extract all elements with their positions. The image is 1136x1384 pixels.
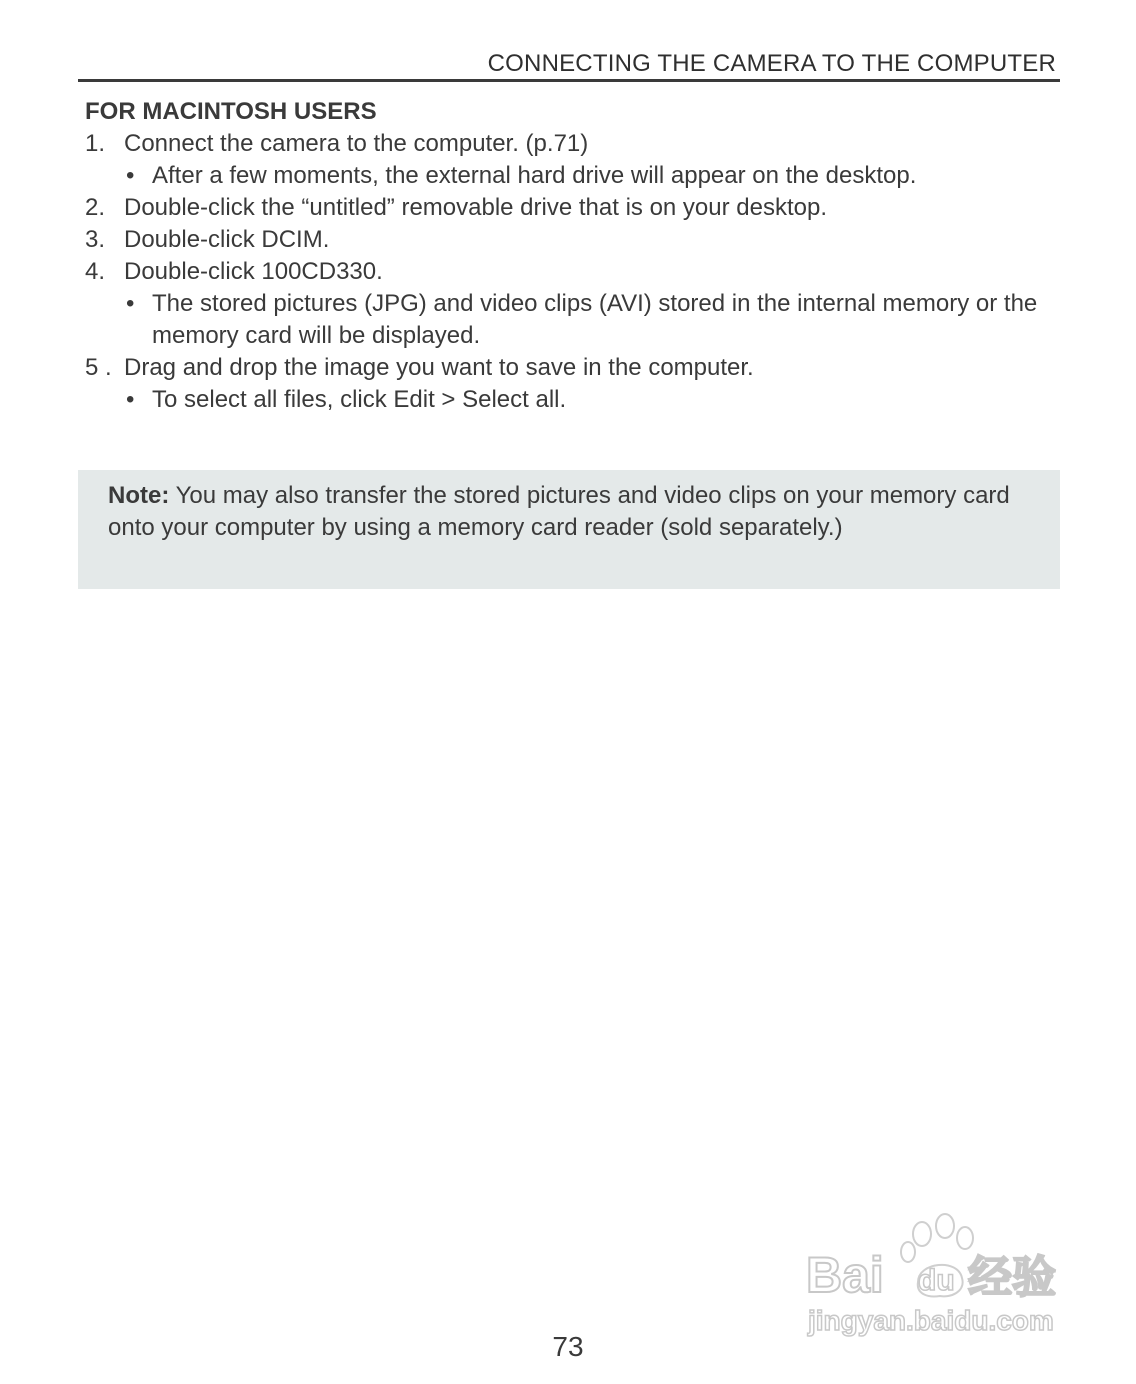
bullet-text: After a few moments, the external hard drive will appear on the desktop. <box>152 162 917 189</box>
step-item <box>85 192 1060 224</box>
step-text: Double-click DCIM. <box>124 226 330 253</box>
step-number: 5 . <box>85 354 112 381</box>
step-item <box>85 224 1060 256</box>
bullet-item <box>85 288 1060 352</box>
baidu-jingyan-watermark <box>800 1212 1070 1342</box>
watermark-brand: Bai <box>806 1247 884 1303</box>
step-text: Drag and drop the image you want to save in the computer. <box>124 354 754 381</box>
bullet-item <box>85 160 1060 192</box>
bullet-text: The stored pictures (JPG) and video clips (AVI) stored in the internal memory or the memory card will be displayed. <box>152 290 1038 349</box>
bullet-item <box>85 384 1060 416</box>
step-text: Connect the camera to the computer. (p.71) <box>124 130 589 157</box>
step-item <box>85 128 1060 160</box>
step-number: 4. <box>85 258 106 285</box>
bullet-text: To select all files, click Edit > Select all. <box>152 386 567 413</box>
step-number: 2. <box>85 194 106 221</box>
instructions-section <box>85 96 1060 416</box>
step-number: 1. <box>85 130 106 157</box>
bullet-icon: • <box>126 290 135 317</box>
note-text: You may also transfer the stored pictures and video clips on your memory card onto your computer by using a memory card reader (sold separately.) <box>108 482 1010 541</box>
section-heading: FOR MACINTOSH USERS <box>85 98 377 125</box>
step-item <box>85 256 1060 288</box>
watermark-brand-cn: 经验 <box>968 1252 1056 1303</box>
running-header: CONNECTING THE CAMERA TO THE COMPUTER <box>487 50 1056 77</box>
step-text: Double-click the “untitled” removable drive that is on your desktop. <box>124 194 828 221</box>
step-number: 3. <box>85 226 106 253</box>
bullet-icon: • <box>126 386 135 413</box>
step-item <box>85 352 1060 384</box>
bullet-icon: • <box>126 162 135 189</box>
page-number: 73 <box>552 1331 584 1362</box>
step-text: Double-click 100CD330. <box>124 258 383 285</box>
header-divider <box>78 79 1060 82</box>
watermark-brand-paw: du <box>918 1264 955 1297</box>
note-box <box>78 470 1060 589</box>
watermark-url: jingyan.baidu.com <box>808 1305 1054 1336</box>
note-label: Note: <box>108 482 170 509</box>
